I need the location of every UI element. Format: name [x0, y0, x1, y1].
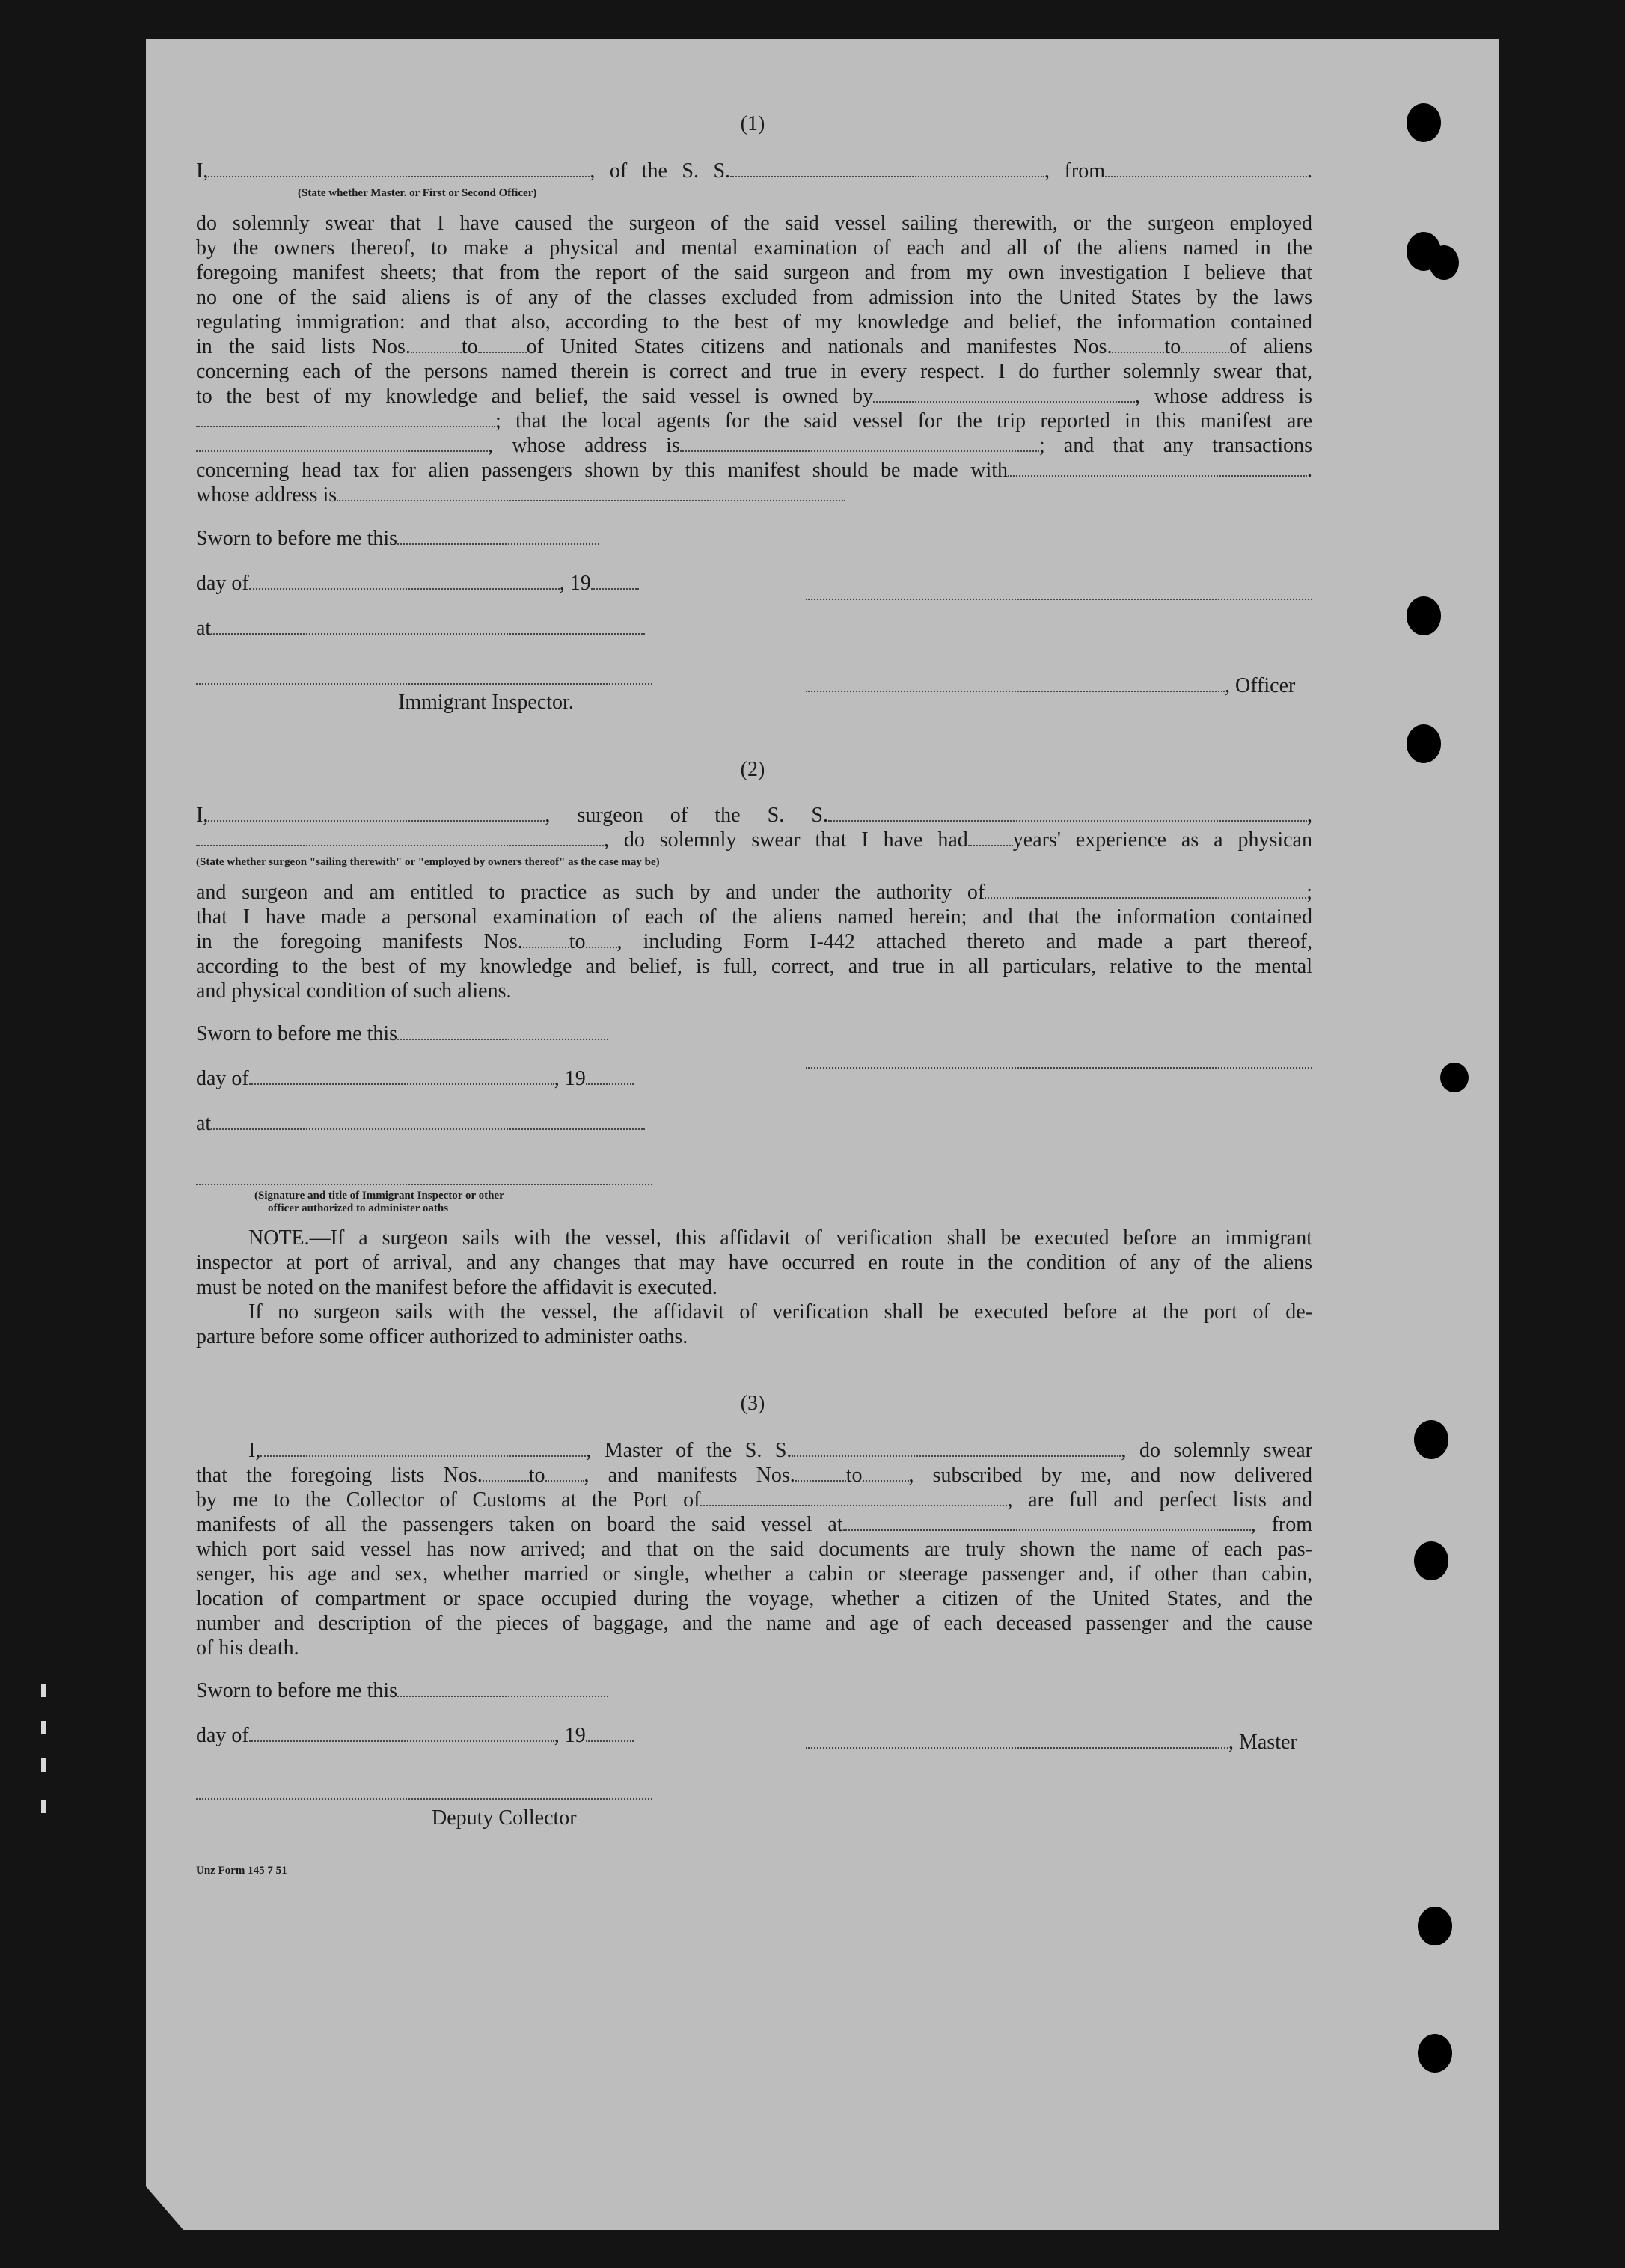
- s2-vessel-name-field[interactable]: [828, 804, 1307, 822]
- s1-owner-line: to the best of my knowledge and belief, the said vessel is owned by , whose address is: [196, 385, 1312, 408]
- s2-manifests-line: in the foregoing manifests Nos. to , including Form I-442 attached thereto and made a part thereof,: [196, 930, 1312, 953]
- s3-list-from-field[interactable]: [483, 1464, 529, 1482]
- deputy-collector-label: Deputy Collector: [432, 1806, 577, 1830]
- master-name-field[interactable]: [260, 1439, 586, 1457]
- binder-hole-icon: [1407, 724, 1441, 763]
- s3-body-line: senger, his age and sex, whether married or single, whether a cabin or steerage passenger and, if other than cabin,: [196, 1562, 1312, 1586]
- s1-inspector-signature-line[interactable]: [196, 683, 652, 685]
- master-signature-field[interactable]: [806, 1731, 1228, 1749]
- s1-agents-line: ; that the local agents for the said vessel for the trip reported in this manifest are: [196, 409, 1312, 434]
- alien-manifest-from-field[interactable]: [1112, 335, 1164, 353]
- s1-day-line: day of , 19: [196, 571, 660, 596]
- citizen-list-to-field[interactable]: [478, 335, 527, 353]
- s3-list-to-field[interactable]: [545, 1464, 584, 1482]
- s1-year-field[interactable]: [591, 572, 639, 590]
- section-3-number: (3): [740, 1392, 765, 1415]
- s2-at-line: at: [196, 1111, 660, 1137]
- s1-at-line: at: [196, 616, 660, 641]
- binder-hole-icon: [1440, 1063, 1469, 1092]
- binder-hole-icon: [1418, 2034, 1452, 2073]
- note-line: must be noted on the manifest before the affidavit is executed.: [196, 1276, 717, 1299]
- s1-headtax-line: concerning head tax for alien passengers shown by this manifest should be made with .: [196, 459, 1312, 482]
- s2-officer-signature-line[interactable]: [196, 1184, 652, 1185]
- surgeon-status-hint: (State whether surgeon "sailing therewith" or "employed by owners thereof" as the case may be): [196, 856, 660, 868]
- departure-port-field[interactable]: [1105, 159, 1307, 177]
- edge-mark-icon: [41, 1758, 46, 1772]
- s2-sworn-date-field[interactable]: [397, 1022, 608, 1040]
- s1-sworn-line: Sworn to before me this: [196, 526, 660, 551]
- binder-hole-icon: [1414, 1541, 1448, 1580]
- note-line: parture before some officer authorized to administer oaths.: [196, 1325, 688, 1348]
- binder-hole-icon: [1407, 103, 1441, 142]
- s3-vessel-name-field[interactable]: [792, 1439, 1121, 1457]
- section-2-number: (2): [740, 758, 765, 781]
- headtax-contact-address-field[interactable]: [337, 483, 845, 501]
- s1-sworn-date-field[interactable]: [397, 527, 599, 545]
- agent-address-field[interactable]: [680, 434, 1039, 452]
- s2-signature-hint-1: (Signature and title of Immigrant Inspector or other: [254, 1190, 504, 1202]
- s2-authority-line: and surgeon and am entitled to practice as such by and under the authority of ;: [196, 881, 1312, 904]
- s1-body-line: by the owners thereof, to make a physical and mental examination of each and all of the aliens named in the: [196, 236, 1312, 260]
- citizen-list-from-field[interactable]: [411, 335, 462, 353]
- s1-officer-line: , Officer: [806, 673, 1295, 699]
- form-number: Unz Form 145 7 51: [196, 1865, 287, 1877]
- note-line: NOTE.—If a surgeon sails with the vessel, this affidavit of verification shall be executed before an immigrant: [248, 1226, 1312, 1250]
- s1-agent-address-line: , whose address is ; and that any transactions: [196, 433, 1312, 459]
- s3-line-1: I, , Master of the S. S. , do solemnly swear: [248, 1439, 1312, 1462]
- s1-lists-line: in the said lists Nos. to of United States citizens and nationals and manifestes Nos. to of aliens: [196, 335, 1312, 358]
- officer-rank-field[interactable]: [208, 159, 590, 177]
- s1-body-line: regulating immigration: and that also, according to the best of my knowledge and belief, the information contained: [196, 311, 1312, 334]
- binder-hole-icon: [1407, 596, 1441, 635]
- s3-year-field[interactable]: [586, 1724, 634, 1742]
- s1-line-1: I, , of the S. S. , from .: [196, 159, 1312, 183]
- s3-body-line: which port said vessel has now arrived; and that on the said documents are truly shown the name of each pas-: [196, 1538, 1312, 1561]
- edge-mark-icon: [41, 1800, 46, 1813]
- officer-rank-hint: (State whether Master. or First or Second Officer): [298, 187, 537, 199]
- s3-sworn-line: Sworn to before me this: [196, 1678, 660, 1704]
- immigrant-inspector-label: Immigrant Inspector.: [398, 691, 574, 714]
- s1-officer-signature-line[interactable]: [806, 599, 1312, 600]
- section-1-number: (1): [740, 112, 765, 135]
- edge-mark-icon: [41, 1721, 46, 1734]
- s1-contact-address-line: whose address is: [196, 483, 1312, 508]
- s3-sworn-date-field[interactable]: [397, 1679, 608, 1697]
- s2-manifest-to-field[interactable]: [586, 930, 617, 948]
- note-line: inspector at port of arrival, and any changes that may have occurred en route in the condition of any of the aliens: [196, 1251, 1312, 1274]
- s3-manifest-from-field[interactable]: [795, 1464, 846, 1482]
- s2-month-field[interactable]: [249, 1067, 554, 1085]
- s2-year-field[interactable]: [586, 1067, 634, 1085]
- s1-month-field[interactable]: [249, 572, 560, 590]
- s3-port-line: by me to the Collector of Customs at the Port of , are full and perfect lists and: [196, 1488, 1312, 1512]
- s2-signature-hint-2: officer authorized to administer oaths: [268, 1202, 449, 1214]
- headtax-contact-field[interactable]: [1008, 459, 1307, 477]
- note-line: If no surgeon sails with the vessel, the affidavit of verification shall be executed before at the port of de-: [248, 1300, 1312, 1324]
- s2-line-2: , do solemnly swear that I have had years' experience as a physican: [196, 828, 1312, 853]
- s2-body-line: and physical condition of such aliens.: [196, 979, 512, 1003]
- customs-port-field[interactable]: [700, 1488, 1007, 1506]
- local-agents-field[interactable]: [196, 434, 488, 452]
- s2-line-1: I, , surgeon of the S. S. ,: [196, 804, 1312, 827]
- s3-day-line: day of , 19: [196, 1723, 660, 1749]
- vessel-owner-field[interactable]: [873, 385, 1135, 403]
- vessel-name-field[interactable]: [730, 159, 1044, 177]
- s2-body-line: that I have made a personal examination of each of the aliens named herein; and that the information contained: [196, 905, 1312, 929]
- collector-signature-line[interactable]: [196, 1798, 652, 1800]
- s1-officer-signature-field[interactable]: [806, 674, 1225, 692]
- s1-body-line: foregoing manifest sheets; that from the report of the said surgeon and from my own investigation I believe that: [196, 261, 1312, 284]
- surgeon-name-field[interactable]: [208, 804, 545, 822]
- s2-body-line: according to the best of my knowledge and belief, is full, correct, and true in all particulars, relative to the mental: [196, 955, 1312, 978]
- edge-mark-icon: [41, 1684, 46, 1697]
- s3-month-field[interactable]: [249, 1724, 554, 1742]
- s1-body-line: concerning each of the persons named therein is correct and true in every respect. I do further solemnly swear that,: [196, 360, 1312, 383]
- s3-boarded-line: manifests of all the passengers taken on board the said vessel at , from: [196, 1513, 1312, 1536]
- s3-body-line: number and description of the pieces of baggage, and the name and age of each deceased passenger and the cause: [196, 1612, 1312, 1635]
- s2-place-field[interactable]: [211, 1112, 645, 1130]
- s3-master-line: , Master: [806, 1730, 1297, 1755]
- s2-manifest-from-field[interactable]: [523, 930, 569, 948]
- boarding-port-field[interactable]: [843, 1513, 1251, 1531]
- s1-body-line: no one of the said aliens is of any of the classes excluded from admission into the United States by the laws: [196, 286, 1312, 309]
- years-experience-field[interactable]: [968, 828, 1013, 846]
- binder-hole-icon: [1418, 1907, 1452, 1945]
- s3-manifest-to-field[interactable]: [863, 1464, 909, 1482]
- binder-hole-icon: [1429, 245, 1459, 280]
- s1-place-field[interactable]: [211, 617, 645, 635]
- surgeon-status-field[interactable]: [196, 828, 604, 846]
- practice-authority-field[interactable]: [985, 881, 1306, 899]
- s2-surgeon-signature-line[interactable]: [806, 1067, 1312, 1069]
- s1-body-line: do solemnly swear that I have caused the surgeon of the said vessel sailing therewith, or the surgeon employed: [196, 212, 1312, 235]
- s2-day-line: day of , 19: [196, 1066, 660, 1092]
- s3-body-line: location of compartment or space occupied during the voyage, whether a citizen of the United States, and the: [196, 1587, 1312, 1610]
- owner-address-field[interactable]: [196, 409, 495, 427]
- s3-lists-line: that the foregoing lists Nos. to , and manifests Nos. to , subscribed by me, and now delivered: [196, 1464, 1312, 1487]
- s2-sworn-line: Sworn to before me this: [196, 1021, 660, 1047]
- binder-hole-icon: [1414, 1420, 1448, 1459]
- s3-body-line: of his death.: [196, 1636, 299, 1660]
- alien-manifest-to-field[interactable]: [1181, 335, 1229, 353]
